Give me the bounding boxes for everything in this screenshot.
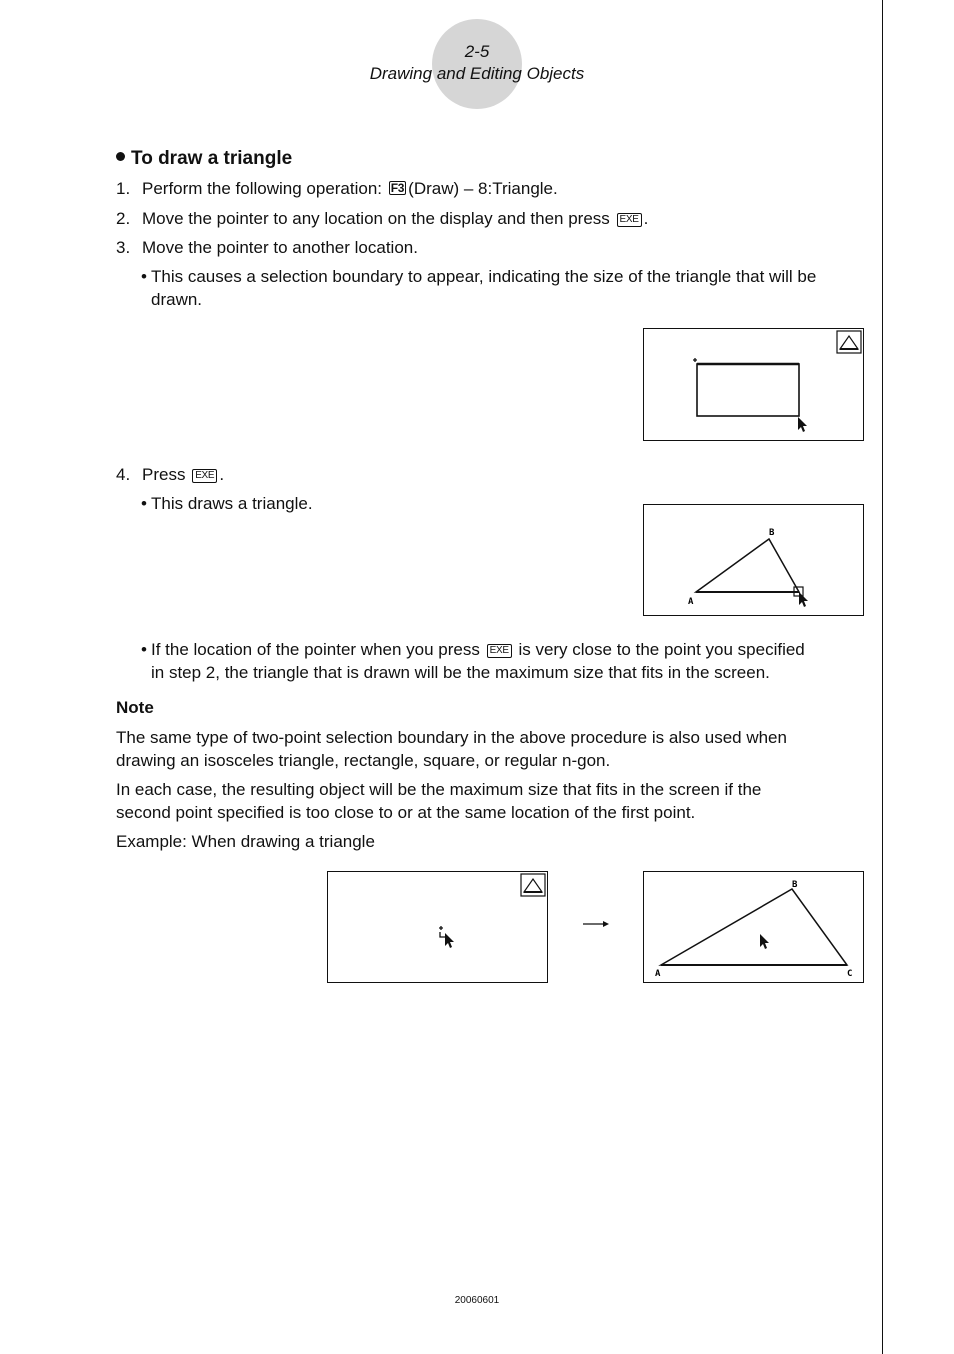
start-marker-icon [693, 358, 697, 362]
selection-rectangle [697, 364, 799, 416]
note-paragraph-2: In each case, the resulting object will be the maximum size that fits in the screen if the second point specified is too close to or at the same location of the first point. [116, 780, 762, 822]
note-title: Note [116, 698, 154, 717]
screen-drawn-triangle [643, 504, 864, 616]
vertex-label-b: B [792, 880, 798, 890]
f3-key-icon: F3 [390, 181, 405, 195]
pointer-arrow-icon [445, 933, 454, 948]
triangle-mode-icon [837, 331, 861, 353]
exe-key-icon: EXE [617, 213, 642, 227]
arrow-right-icon [581, 914, 611, 934]
section-title: Drawing and Editing Objects [369, 64, 585, 83]
example-caption: Example: When drawing a triangle [116, 832, 375, 851]
drawn-triangle-drawing [644, 505, 863, 615]
start-marker-icon [439, 926, 446, 937]
screen-pointer-near-start [327, 871, 548, 983]
exe-key-icon: EXE [192, 469, 217, 483]
page-right-border [882, 0, 883, 1354]
triangle-mode-icon [521, 874, 545, 896]
step-3: 3. Move the pointer to another location. [116, 238, 418, 257]
step-2: 2. Move the pointer to any location on the display and then press EXE . [116, 209, 649, 228]
bullet-dot-icon [116, 152, 125, 161]
note-paragraph-1: The same type of two-point selection boundary in the above procedure is also used when drawing an isosceles triangle, rectangle, square, or regular n-gon. [116, 728, 787, 770]
screen-selection-boundary [643, 328, 864, 441]
bullet-draws-triangle: • This draws a triangle. [141, 494, 313, 513]
max-triangle-drawing [644, 872, 863, 982]
bullet-max-size: • If the location of the pointer when you press EXE is very close to the point you specified in step 2, the triangle that is drawn will be the maximum size that fits in the screen. [141, 640, 805, 682]
selection-boundary-drawing [644, 329, 863, 440]
footer-code: 20060601 [454, 1295, 500, 1306]
vertex-label-a: A [655, 969, 661, 979]
triangle-shape [661, 889, 847, 965]
heading-text: To draw a triangle [131, 148, 293, 169]
pointer-arrow-icon [798, 417, 807, 432]
exe-key-icon: EXE [487, 644, 512, 658]
step-4: 4. Press EXE . [116, 465, 225, 484]
vertex-label-b: B [769, 528, 775, 538]
triangle-shape [696, 539, 799, 592]
step-1: 1. Perform the following operation: F3 (Draw) – 8:Triangle. [116, 179, 558, 198]
bullet-selection-boundary: • This causes a selection boundary to appear, indicating the size of the triangle that will be drawn. [141, 267, 817, 309]
screen-max-triangle [643, 871, 864, 983]
page-number: 2-5 [464, 42, 490, 61]
pointer-near-start-drawing [328, 872, 547, 982]
pointer-arrow-icon [760, 934, 769, 949]
vertex-label-c: C [847, 969, 853, 979]
procedure-heading [116, 148, 292, 170]
vertex-label-a: A [688, 597, 694, 607]
